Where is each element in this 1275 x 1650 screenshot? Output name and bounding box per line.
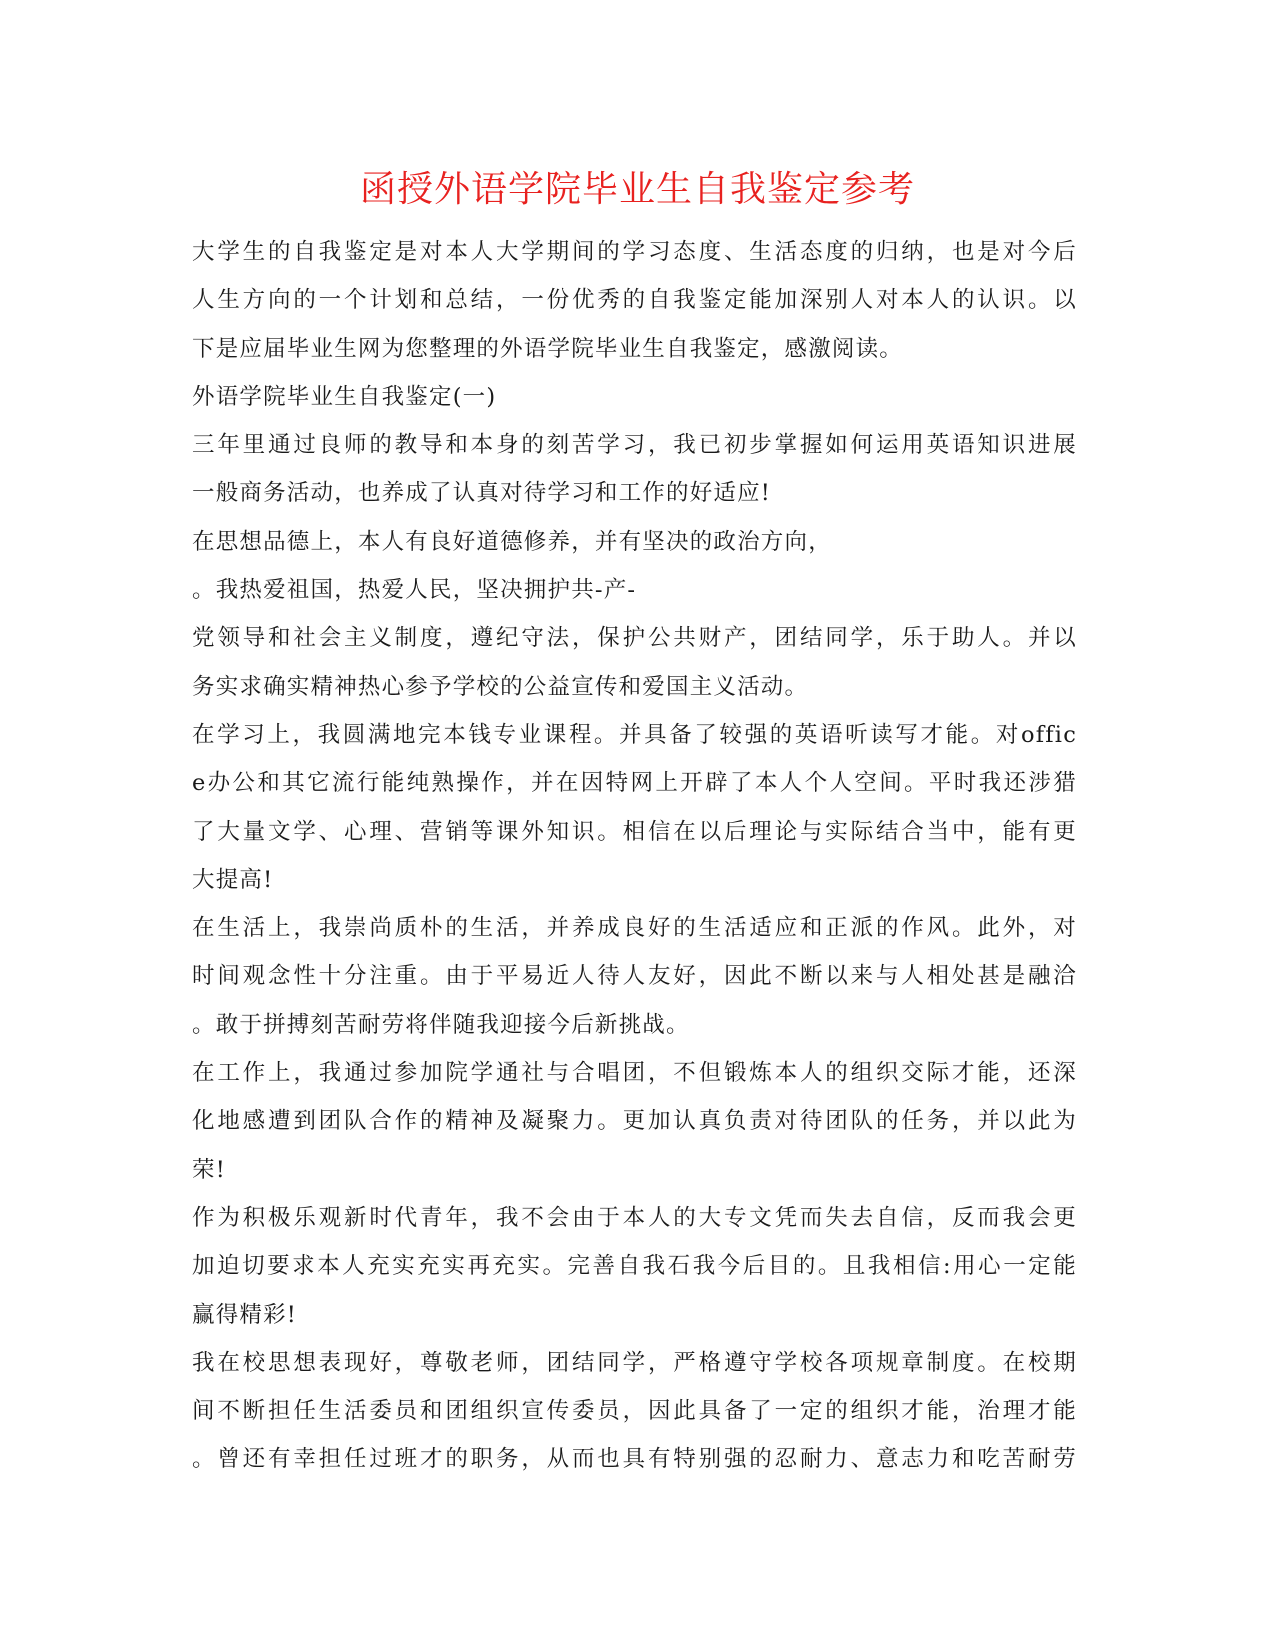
text-line: 党领导和社会主义制度，遵纪守法，保护公共财产，团结同学，乐于助人。并以 (192, 625, 1077, 652)
text-line: 。我热爱祖国，热爱人民，坚决拥护共-产- (192, 577, 637, 604)
text-line: 三年里通过良师的教导和本身的刻苦学习，我已初步掌握如何运用英语知识进展 (192, 432, 1077, 459)
text-line: 在学习上，我圆满地完本钱专业课程。并具备了较强的英语听读写才能。对offic (192, 721, 1077, 748)
document-body (192, 228, 1077, 1484)
text-line: 加迫切要求本人充实充实再充实。完善自我石我今后目的。且我相信:用心一定能 (192, 1253, 1077, 1280)
text-line: 我在校思想表现好，尊敬老师，团结同学，严格遵守学校各项规章制度。在校期 (192, 1349, 1077, 1376)
text-line: 大学生的自我鉴定是对本人大学期间的学习态度、生活态度的归纳，也是对今后 (192, 239, 1077, 265)
text-line: 间不断担任生活委员和团组织宣传委员，因此具备了一定的组织才能，治理才能 (192, 1398, 1077, 1425)
text-line: 。曾还有幸担任过班才的职务，从而也具有特别强的忍耐力、意志力和吃苦耐劳 (192, 1446, 1077, 1473)
text-line: 了大量文学、心理、营销等课外知识。相信在以后理论与实际结合当中，能有更 (192, 818, 1077, 845)
text-line: 一般商务活动，也养成了认真对待学习和工作的好适应! (192, 480, 772, 507)
text-line: 时间观念性十分注重。由于平易近人待人友好，因此不断以来与人相处甚是融洽 (192, 963, 1077, 990)
text-line: 务实求确实精神热心参予学校的公益宣传和爱国主义活动。 (192, 673, 809, 700)
text-line: 作为积极乐观新时代青年，我不会由于本人的大专文凭而失去自信，反而我会更 (192, 1204, 1077, 1231)
text-line: 荣! (192, 1156, 226, 1183)
text-line: 下是应届毕业生网为您整理的外语学院毕业生自我鉴定，感激阅读。 (192, 335, 904, 362)
text-line: 赢得精彩! (192, 1301, 298, 1328)
text-line: 化地感遭到团队合作的精神及凝聚力。更加认真负责对待团队的任务，并以此为 (192, 1108, 1077, 1135)
text-line: 。敢于拼搏刻苦耐劳将伴随我迎接今后新挑战。 (192, 1011, 690, 1038)
text-line: e办公和其它流行能纯熟操作，并在因特网上开辟了本人个人空间。平时我还涉猎 (192, 770, 1077, 797)
text-line: 在生活上，我崇尚质朴的生活，并养成良好的生活适应和正派的作风。此外，对 (192, 915, 1077, 942)
text-line: 外语学院毕业生自我鉴定(一) (192, 383, 497, 410)
text-line: 人生方向的一个计划和总结，一份优秀的自我鉴定能加深别人对本人的认识。以 (192, 287, 1077, 314)
text-line: 大提高! (192, 866, 274, 893)
text-line: 在工作上，我通过参加院学通社与合唱团，不但锻炼本人的组织交际才能，还深 (192, 1060, 1077, 1087)
text-line: 在思想品德上，本人有良好道德修养，并有坚决的政治方向， (192, 528, 832, 555)
document-title: 函授外语学院毕业生自我鉴定参考 (359, 169, 915, 210)
